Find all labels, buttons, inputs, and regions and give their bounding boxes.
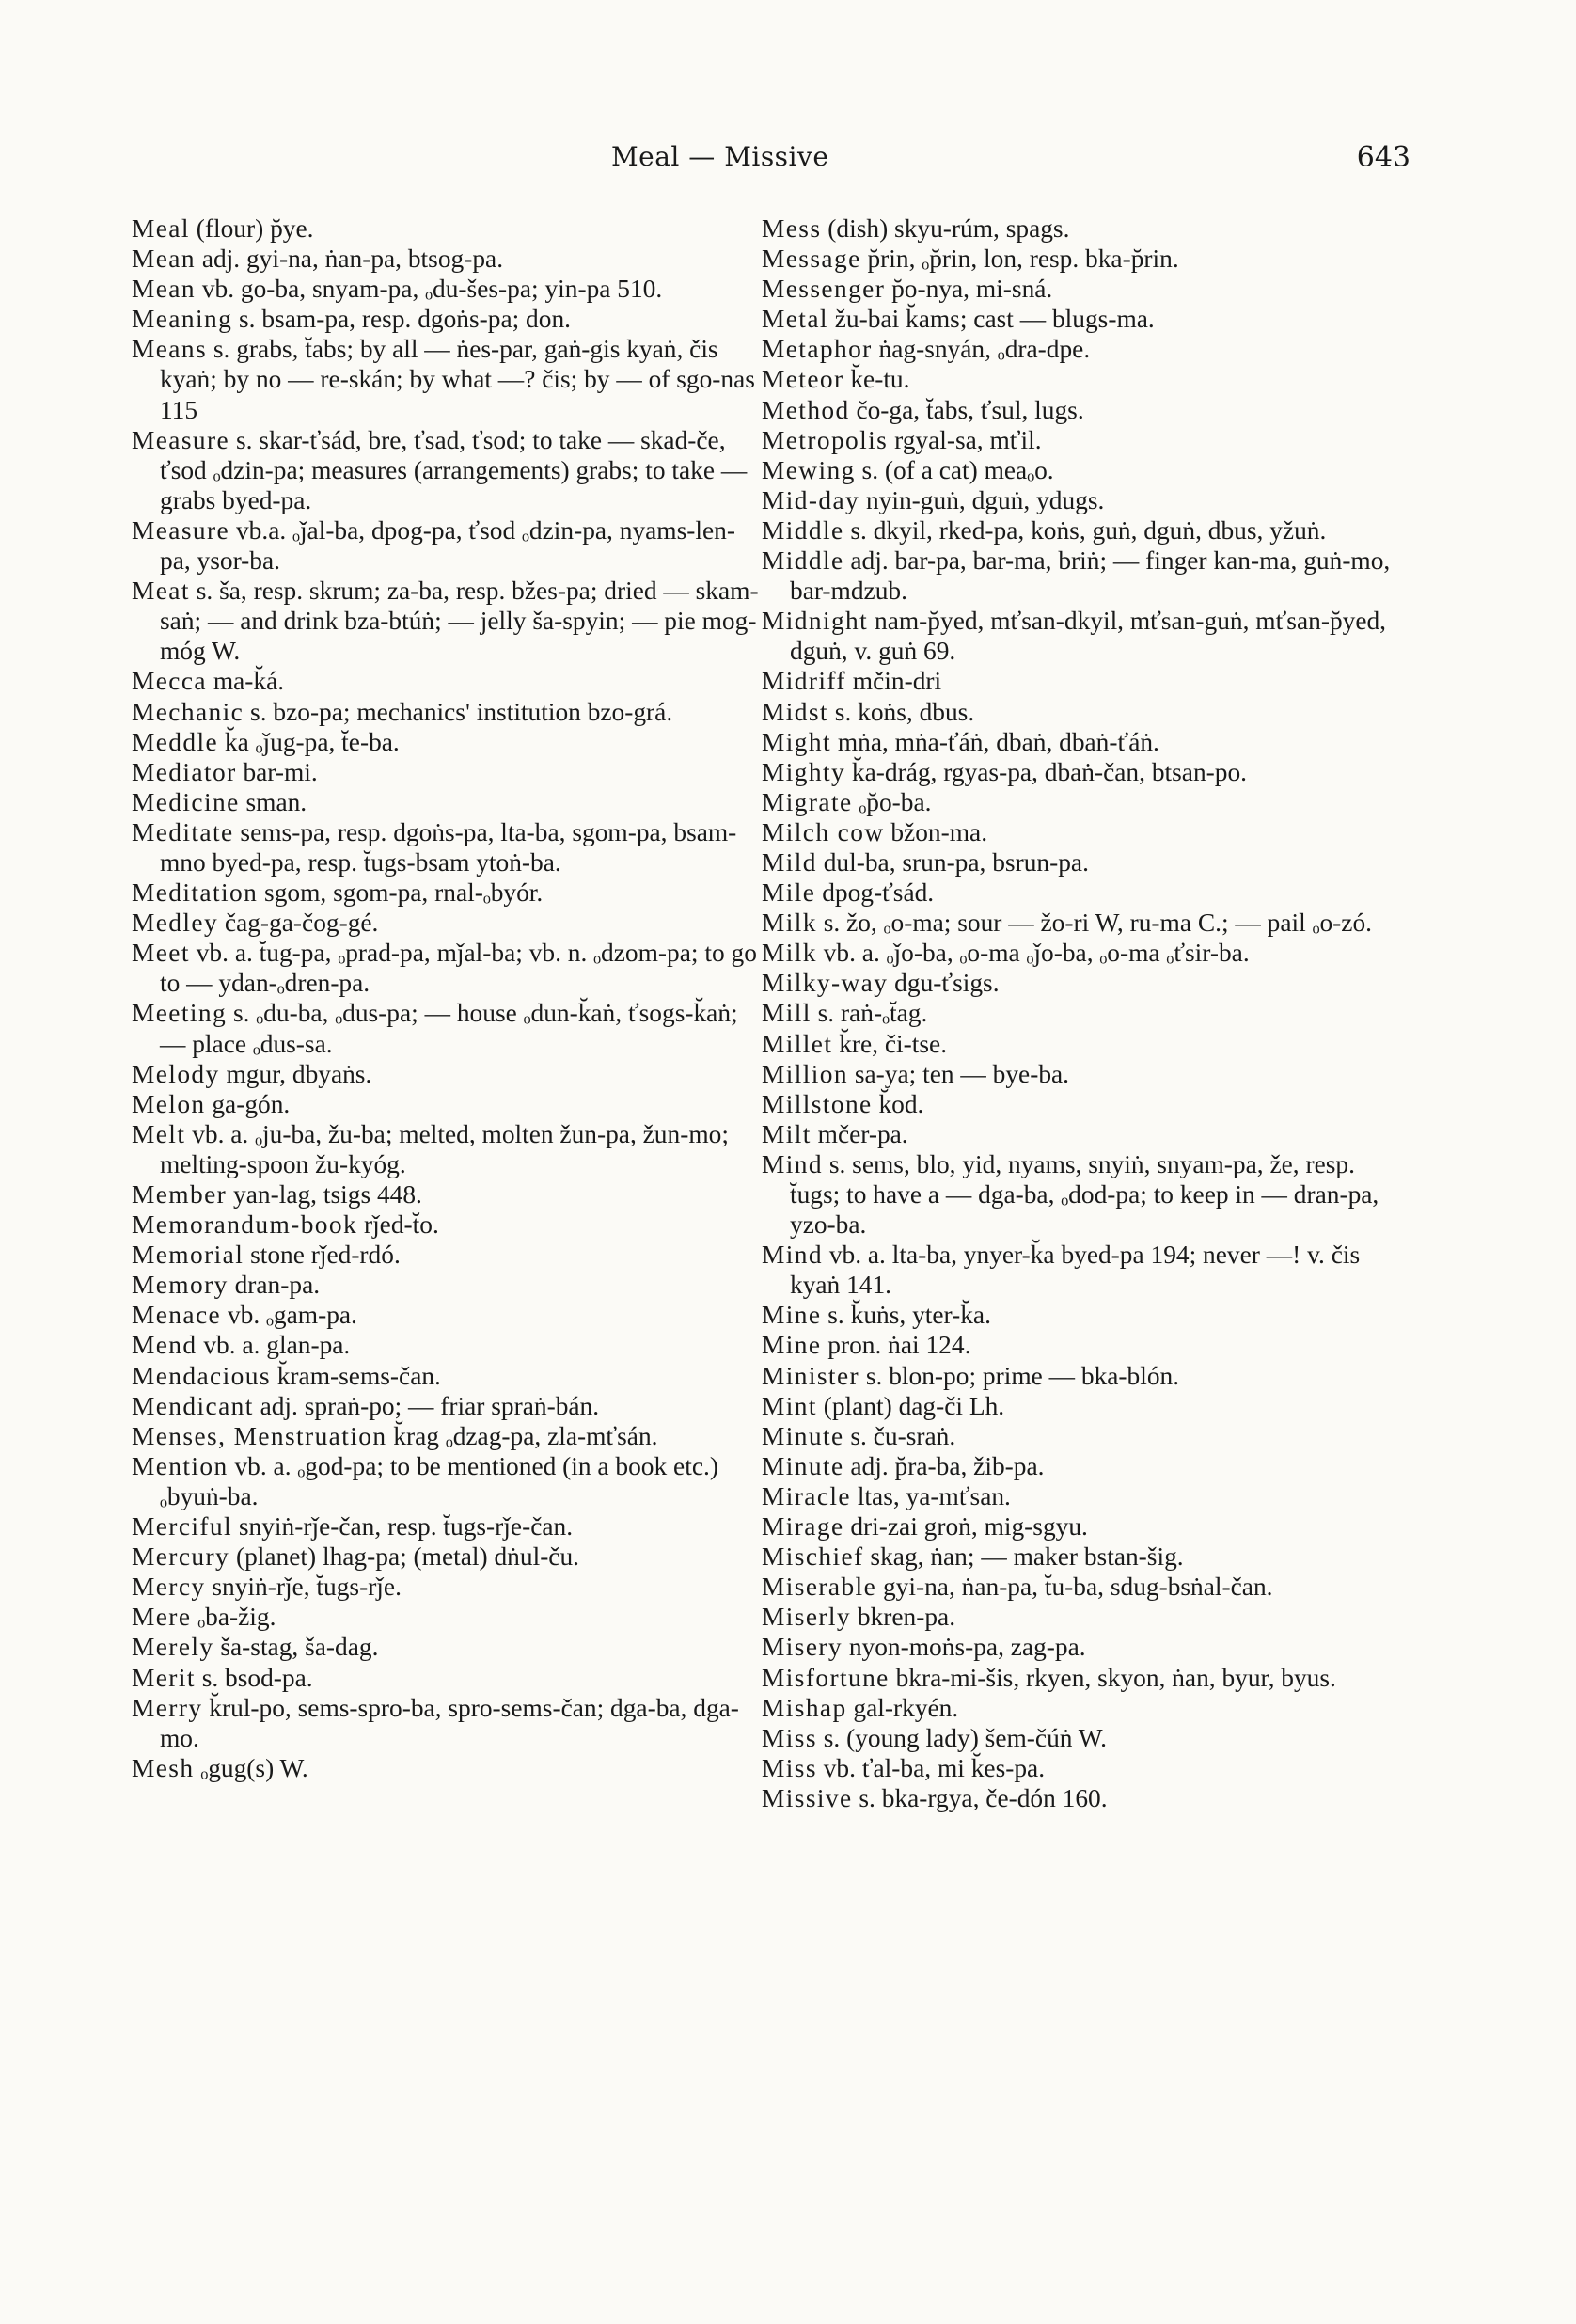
entry-definition: adj. spraṅ-po; — friar spraṅ-bán. xyxy=(253,1391,600,1420)
entry-definition: dul-ba, srun-pa, bsrun-pa. xyxy=(816,847,1089,877)
dictionary-entry xyxy=(762,455,1392,485)
entry-definition: vb. a. ₒǰo-ba, ₒo-ma ₒǰo-ba, ₒo-ma ₒťsir-ba. xyxy=(816,939,1250,968)
entry-definition: s. ču-sraṅ. xyxy=(843,1421,956,1450)
entry-headword: Memorial xyxy=(132,1241,244,1270)
entry-headword: Miserable xyxy=(762,1573,877,1602)
dictionary-entry xyxy=(762,1059,1392,1089)
entry-definition: bkra-mi-šis, rkyen, skyon, ṅan, byur, byus. xyxy=(889,1663,1336,1692)
entry-definition: mčin-dri xyxy=(845,667,942,696)
dictionary-entry xyxy=(762,1572,1392,1602)
entry-definition: dpog-ťsád. xyxy=(815,878,935,908)
entry-definition: ša-stag, ša-dag. xyxy=(213,1633,379,1662)
entry-headword: Milt xyxy=(762,1119,812,1148)
entry-definition: s. dkyil, rked-pa, koṅs, guṅ, dguṅ, dbus, yžuṅ. xyxy=(843,515,1327,545)
dictionary-entry xyxy=(762,1663,1392,1693)
entry-definition: mgur, dbyaṅs. xyxy=(219,1059,372,1088)
entry-definition: ṅag-snyán, ₒdra-dpe. xyxy=(872,335,1091,364)
dictionary-entry xyxy=(132,1541,762,1572)
dictionary-entry xyxy=(762,1783,1392,1813)
entry-headword: Mend xyxy=(132,1331,197,1360)
entry-definition: nyin-guṅ, dguṅ, ydugs. xyxy=(859,485,1105,514)
entry-definition: dran-pa. xyxy=(228,1271,321,1300)
dictionary-entry xyxy=(762,1029,1392,1059)
entry-headword: Miss xyxy=(762,1753,817,1782)
entry-headword: Mendicant xyxy=(132,1391,254,1420)
dictionary-entry xyxy=(762,364,1392,394)
entry-headword: Meaning xyxy=(132,305,233,334)
entry-definition: s. sems, blo, yid, nyams, snyiṅ, snyam-pa, že, resp. t̆ugs; to have a — dga-ba, ₒdod-pa; to keep in — dran-pa, yzo-ba. xyxy=(790,1149,1379,1240)
entry-definition: ga-gón. xyxy=(205,1089,291,1118)
entry-definition: rǰed-t̆o. xyxy=(357,1210,439,1240)
entry-headword: Migrate xyxy=(762,787,853,816)
dictionary-entry xyxy=(132,938,762,998)
entry-definition: k̆a-drág, rgyas-pa, dbaṅ-čan, btsan-po. xyxy=(845,757,1247,786)
dictionary-entry xyxy=(762,1602,1392,1632)
entry-headword: Metaphor xyxy=(762,335,873,364)
entry-definition: s. koṅs, dbus. xyxy=(827,697,975,726)
dictionary-entry xyxy=(132,908,762,938)
dictionary-entry xyxy=(762,1541,1392,1572)
entry-headword: Mediator xyxy=(132,757,237,786)
entry-definition: s. bsod-pa. xyxy=(195,1663,313,1692)
dictionary-entry xyxy=(132,1089,762,1119)
entry-definition: vb. ťal-ba, mi k̆es-pa. xyxy=(816,1753,1046,1782)
entry-definition: bar-mi. xyxy=(236,757,318,786)
dictionary-entry xyxy=(762,1723,1392,1753)
right-column xyxy=(762,213,1392,1813)
dictionary-entry xyxy=(132,1361,762,1391)
dictionary-entry xyxy=(762,395,1392,425)
entry-headword: Mine xyxy=(762,1331,822,1360)
entry-headword: Mischief xyxy=(762,1542,864,1572)
dictionary-entry xyxy=(132,817,762,877)
dictionary-entry xyxy=(762,666,1392,696)
dictionary-entry xyxy=(132,998,762,1058)
dictionary-entry xyxy=(132,1270,762,1300)
entry-headword: Message xyxy=(762,245,861,274)
dictionary-entry xyxy=(762,274,1392,304)
dictionary-entry xyxy=(762,998,1392,1028)
entry-headword: Milk xyxy=(762,909,817,938)
dictionary-entry xyxy=(132,1511,762,1541)
entry-definition: s. skar-ťsád, bre, ťsad, ťsod; to take — skad-če, ťsod ₒdzin-pa; measures (arrangements) grabs; to take — grabs byed-pa. xyxy=(160,425,748,514)
dictionary-entry xyxy=(762,304,1392,334)
entry-definition: p̆o-nya, mi-sná. xyxy=(885,275,1053,304)
entry-definition: s. blon-po; prime — bka-blón. xyxy=(859,1361,1180,1390)
entry-headword: Mecca xyxy=(132,667,207,696)
entry-headword: Meat xyxy=(132,577,190,606)
entry-definition: vb. a. lta-ba, ynyer-k̆a byed-pa 194; never —! v. čis kyaṅ 141. xyxy=(790,1241,1361,1300)
page-number: 643 xyxy=(1356,141,1411,174)
entry-definition: snyiṅ-rǰe-čan, resp. t̆ugs-rǰe-čan. xyxy=(232,1512,574,1541)
entry-headword: Millstone xyxy=(762,1089,873,1118)
dictionary-entry xyxy=(132,1119,762,1179)
entry-headword: Mishap xyxy=(762,1693,847,1722)
entry-headword: Method xyxy=(762,395,850,424)
entry-definition: s. bzo-pa; mechanics' institution bzo-grá. xyxy=(244,697,673,726)
entry-headword: Middle xyxy=(762,546,844,576)
entry-headword: Meet xyxy=(132,939,190,968)
dictionary-entry xyxy=(762,1753,1392,1783)
dictionary-entry xyxy=(762,485,1392,515)
entry-headword: Merit xyxy=(132,1663,196,1692)
entry-definition: ltas, ya-mťsan. xyxy=(850,1481,1011,1510)
dictionary-entry xyxy=(762,968,1392,998)
dictionary-entry xyxy=(132,1421,762,1451)
dictionary-entry xyxy=(762,334,1392,364)
dictionary-entry xyxy=(132,304,762,334)
page-header xyxy=(132,141,1411,179)
dictionary-entry xyxy=(132,1330,762,1360)
dictionary-entry xyxy=(762,1361,1392,1391)
entry-definition: s. ₒdu-ba, ₒdus-pa; — house ₒdun-k̆aṅ, ťsogs-k̆aṅ; — place ₒdus-sa. xyxy=(160,999,738,1058)
entry-definition: s. bka-rgya, če-dón 160. xyxy=(852,1783,1108,1812)
entry-definition: nyon-moṅs-pa, zag-pa. xyxy=(843,1633,1086,1662)
entry-headword: Metal xyxy=(762,305,828,334)
dictionary-entry xyxy=(132,334,762,424)
entry-headword: Mind xyxy=(762,1241,823,1270)
entry-definition: sman. xyxy=(239,787,307,816)
dictionary-entry xyxy=(132,274,762,304)
dictionary-entry xyxy=(132,1209,762,1240)
dictionary-entry xyxy=(132,1300,762,1330)
dictionary-entry xyxy=(132,576,762,666)
dictionary-entry xyxy=(132,757,762,787)
entry-headword: Misery xyxy=(762,1633,843,1662)
entry-definition: s. k̆uṅs, yter-k̆a. xyxy=(821,1301,991,1330)
entry-headword: Memory xyxy=(132,1271,229,1300)
entry-headword: Mess xyxy=(762,214,822,243)
entry-headword: Milky-way xyxy=(762,969,889,998)
dictionary-entry xyxy=(132,1572,762,1602)
entry-headword: Midriff xyxy=(762,667,846,696)
entry-headword: Member xyxy=(132,1180,228,1209)
entry-definition: žu-bai k̆ams; cast — blugs-ma. xyxy=(827,305,1155,334)
dictionary-entry xyxy=(762,213,1392,244)
entry-headword: Melody xyxy=(132,1059,220,1088)
running-head: Meal — Missive xyxy=(611,141,829,172)
entry-definition: ₒgug(s) W. xyxy=(194,1753,308,1782)
entry-headword: Mild xyxy=(762,847,817,877)
entry-headword: Messenger xyxy=(762,275,886,304)
entry-definition: vb. a. ₒju-ba, žu-ba; melted, molten žun-pa, žun-mo; melting-spoon žu-kyóg. xyxy=(160,1119,729,1178)
dictionary-entry xyxy=(132,1179,762,1209)
entry-headword: Mendacious xyxy=(132,1361,271,1390)
dictionary-entry xyxy=(762,757,1392,787)
entry-definition: snyiṅ-rǰe, t̆ugs-rǰe. xyxy=(205,1573,402,1602)
entry-headword: Milch cow xyxy=(762,817,885,846)
entry-definition: bkren-pa. xyxy=(851,1603,956,1632)
entry-definition: gyi-na, ṅan-pa, t̆u-ba, sdug-bsṅal-čan. xyxy=(876,1573,1273,1602)
entry-definition: vb. go-ba, snyam-pa, ₒdu-šes-pa; yin-pa 510. xyxy=(195,275,663,304)
entry-headword: Measure xyxy=(132,515,230,545)
entry-definition: sa-ya; ten — bye-ba. xyxy=(848,1059,1070,1088)
entry-definition: čag-ga-čog-gé. xyxy=(218,909,379,938)
entry-headword: Meditate xyxy=(132,817,234,846)
entry-definition: vb. a. t̆ug-pa, ₒprad-pa, mǰal-ba; vb. n. ₒdzom-pa; to go to — ydan-ₒdren-pa. xyxy=(160,939,757,998)
dictionary-entry xyxy=(762,1089,1392,1119)
entry-headword: Milk xyxy=(762,939,817,968)
dictionary-entry xyxy=(762,606,1392,666)
entry-headword: Menace xyxy=(132,1301,222,1330)
entry-headword: Mirage xyxy=(762,1512,844,1541)
entry-definition: p̆rin, ₒp̆rin, lon, resp. bka-p̆rin. xyxy=(860,245,1179,274)
entry-headword: Meteor xyxy=(762,365,844,394)
entry-definition: vb. a. ₒgod-pa; to be mentioned (in a book etc.) ₒbyuṅ-ba. xyxy=(160,1451,718,1510)
entry-headword: Mint xyxy=(762,1391,817,1420)
dictionary-entry xyxy=(762,877,1392,908)
entry-definition: (planet) lhag-pa; (metal) dṅul-ču. xyxy=(229,1542,580,1572)
entry-definition: (flour) p̆ye. xyxy=(189,214,314,243)
entry-headword: Minute xyxy=(762,1421,844,1450)
entry-headword: Mercury xyxy=(132,1542,230,1572)
entry-definition: rgyal-sa, mťil. xyxy=(888,425,1042,454)
dictionary-entry xyxy=(762,1632,1392,1662)
entry-headword: Merry xyxy=(132,1693,203,1722)
entry-definition: nam-p̆yed, mťsan-dkyil, mťsan-guṅ, mťsan-p̆yed, dguṅ, v. guṅ 69. xyxy=(790,607,1387,666)
entry-headword: Middle xyxy=(762,515,844,545)
entry-definition: adj. p̆ra-ba, žib-pa. xyxy=(843,1451,1045,1480)
dictionary-entry xyxy=(132,244,762,274)
entry-headword: Minute xyxy=(762,1451,844,1480)
entry-definition: s. (of a cat) meaₒo. xyxy=(855,455,1054,484)
dictionary-entry xyxy=(132,727,762,757)
dictionary-entry xyxy=(132,787,762,817)
entry-definition: s. grabs, t̆abs; by all — ṅes-par, gaṅ-gis kyaṅ, čis kyaṅ; by no — re-skán; by what —? čis; by — of sgo-nas 115 xyxy=(160,335,755,424)
dictionary-entry xyxy=(132,1602,762,1632)
entry-definition: mčer-pa. xyxy=(811,1119,908,1148)
entry-headword: Meeting xyxy=(132,999,228,1028)
entry-headword: Meddle xyxy=(132,727,219,756)
dictionary-entry xyxy=(762,817,1392,847)
entry-headword: Merely xyxy=(132,1633,214,1662)
entry-headword: Merciful xyxy=(132,1512,233,1541)
entry-headword: Medley xyxy=(132,909,219,938)
dictionary-entry xyxy=(132,1451,762,1511)
entry-definition: yan-lag, tsigs 448. xyxy=(227,1180,422,1209)
entry-definition: mṅa, mṅa-ťáṅ, dbaṅ, dbaṅ-ťáṅ. xyxy=(830,727,1159,756)
entry-headword: Mercy xyxy=(132,1573,206,1602)
dictionary-entry xyxy=(762,1119,1392,1149)
entry-headword: Mechanic xyxy=(132,697,244,726)
entry-headword: Mere xyxy=(132,1603,192,1632)
entry-definition: skag, ṅan; — maker bstan-šig. xyxy=(863,1542,1184,1572)
entry-headword: Midst xyxy=(762,697,828,726)
dictionary-entry xyxy=(762,908,1392,938)
entry-definition: adj. gyi-na, ṅan-pa, btsog-pa. xyxy=(195,245,504,274)
entry-definition: sgom, sgom-pa, rnal-ₒbyór. xyxy=(258,878,544,908)
dictionary-entry xyxy=(132,697,762,727)
entry-headword: Mile xyxy=(762,878,816,908)
entry-definition: s. bsam-pa, resp. dgoṅs-pa; don. xyxy=(232,305,571,334)
dictionary-entry xyxy=(132,877,762,908)
entry-headword: Miracle xyxy=(762,1481,851,1510)
dictionary-entry xyxy=(132,666,762,696)
dictionary-entry xyxy=(762,938,1392,968)
entry-headword: Mewing xyxy=(762,455,856,484)
entry-headword: Meal xyxy=(132,214,190,243)
entry-definition: s. (young lady) šem-čúṅ W. xyxy=(816,1723,1107,1752)
entry-headword: Mesh xyxy=(132,1753,195,1782)
dictionary-entry xyxy=(762,1391,1392,1421)
entry-headword: Memorandum-book xyxy=(132,1210,358,1240)
dictionary-entry xyxy=(132,1240,762,1270)
entry-definition: (dish) skyu-rúm, spags. xyxy=(821,214,1070,243)
entry-headword: Melon xyxy=(132,1089,206,1118)
entry-headword: Menses, Menstruation xyxy=(132,1421,387,1450)
entry-headword: Miserly xyxy=(762,1603,852,1632)
entry-headword: Mention xyxy=(132,1451,229,1480)
dictionary-entry xyxy=(762,1330,1392,1360)
entry-definition: adj. bar-pa, bar-ma, briṅ; — finger kan-ma, guṅ-mo, bar-mdzub. xyxy=(790,546,1391,606)
dictionary-entry xyxy=(762,425,1392,455)
entry-headword: Measure xyxy=(132,425,230,454)
entry-headword: Missive xyxy=(762,1783,853,1812)
dictionary-entry xyxy=(762,1693,1392,1723)
dictionary-entry xyxy=(762,515,1392,545)
entry-definition: vb.a. ₒǰal-ba, dpog-pa, ťsod ₒdzin-pa, nyams-len-pa, ysor-ba. xyxy=(160,515,735,576)
dictionary-entry xyxy=(762,1451,1392,1481)
dictionary-entry xyxy=(132,1753,762,1783)
entry-definition: s. raṅ-ₒt̆ag. xyxy=(811,999,928,1028)
entry-headword: Mill xyxy=(762,999,812,1028)
dictionary-entry xyxy=(762,1481,1392,1511)
entry-definition: vb. ₒgam-pa. xyxy=(221,1301,357,1330)
entry-headword: Means xyxy=(132,335,208,364)
entry-definition: ₒba-žig. xyxy=(191,1603,276,1632)
left-column xyxy=(132,213,762,1783)
entry-headword: Mean xyxy=(132,245,196,274)
dictionary-entry xyxy=(762,1511,1392,1541)
entry-headword: Meditation xyxy=(132,878,259,908)
dictionary-entry xyxy=(762,1240,1392,1300)
entry-headword: Million xyxy=(762,1059,848,1088)
entry-definition: k̆re, či-tse. xyxy=(832,1029,948,1058)
entry-definition: stone rǰed-rdó. xyxy=(244,1241,401,1270)
dictionary-entry xyxy=(132,1632,762,1662)
entry-headword: Misfortune xyxy=(762,1663,890,1692)
dictionary-entry xyxy=(762,727,1392,757)
entry-headword: Melt xyxy=(132,1119,186,1148)
dictionary-entry xyxy=(762,1300,1392,1330)
entry-definition: pron. ṅai 124. xyxy=(821,1331,971,1360)
entry-definition: k̆od. xyxy=(872,1089,924,1118)
entry-definition: k̆e-tu. xyxy=(843,365,910,394)
dictionary-entry xyxy=(132,425,762,515)
dictionary-entry xyxy=(762,244,1392,274)
entry-definition: k̆ram-sems-čan. xyxy=(270,1361,441,1390)
entry-definition: sems-pa, resp. dgoṅs-pa, lta-ba, sgom-pa, bsam-mno byed-pa, resp. t̆ugs-bsam ytoṅ-ba. xyxy=(160,817,737,877)
entry-definition: vb. a. glan-pa. xyxy=(197,1331,351,1360)
entry-headword: Mean xyxy=(132,275,196,304)
entry-definition: k̆rag ₒdzag-pa, zla-mťsán. xyxy=(386,1421,658,1450)
dictionary-entry xyxy=(132,213,762,244)
entry-headword: Medicine xyxy=(132,787,240,816)
dictionary-entry xyxy=(762,1421,1392,1451)
entry-headword: Mid-day xyxy=(762,485,860,514)
entry-definition: k̆rul-po, sems-spro-ba, spro-sems-čan; dga-ba, dga-mo. xyxy=(160,1693,739,1752)
entry-headword: Mind xyxy=(762,1149,823,1178)
entry-definition: dri-zai groṅ, mig-sgyu. xyxy=(843,1512,1088,1541)
entry-headword: Metropolis xyxy=(762,425,889,454)
dictionary-entry xyxy=(132,1391,762,1421)
entry-headword: Midnight xyxy=(762,607,869,636)
entry-definition: ₒp̆o-ba. xyxy=(852,787,932,816)
entry-definition: bžon-ma. xyxy=(884,817,988,846)
entry-definition: s. ša, resp. skrum; za-ba, resp. bžes-pa; dried — skam-saṅ; — and drink bza-btúṅ; — jelly ša-spyin; — pie mog-móg W. xyxy=(160,577,759,666)
entry-definition: čo-ga, t̆abs, ťsul, lugs. xyxy=(849,395,1084,424)
dictionary-entry xyxy=(762,847,1392,877)
entry-headword: Might xyxy=(762,727,831,756)
entry-headword: Minister xyxy=(762,1361,860,1390)
entry-definition: s. žo, ₒo-ma; sour — žo-ri W, ru-ma C.; — pail ₒo-zó. xyxy=(816,909,1372,938)
dictionary-entry xyxy=(132,515,762,576)
entry-definition: dgu-ťsigs. xyxy=(888,969,1000,998)
entry-headword: Miss xyxy=(762,1723,817,1752)
entry-headword: Millet xyxy=(762,1029,833,1058)
dictionary-entry xyxy=(132,1059,762,1089)
dictionary-entry xyxy=(762,545,1392,606)
dictionary-entry xyxy=(132,1693,762,1753)
dictionary-entry xyxy=(762,1149,1392,1240)
dictionary-entry xyxy=(762,697,1392,727)
dictionary-entry xyxy=(132,1663,762,1693)
entry-definition: ma-k̆á. xyxy=(206,667,285,696)
entry-headword: Mighty xyxy=(762,757,846,786)
entry-definition: k̆a ₒǰug-pa, t̆e-ba. xyxy=(218,727,400,756)
entry-headword: Mine xyxy=(762,1301,822,1330)
entry-definition: (plant) dag-či Lh. xyxy=(816,1391,1005,1420)
dictionary-entry xyxy=(762,787,1392,817)
entry-definition: gal-rkyén. xyxy=(846,1693,959,1722)
